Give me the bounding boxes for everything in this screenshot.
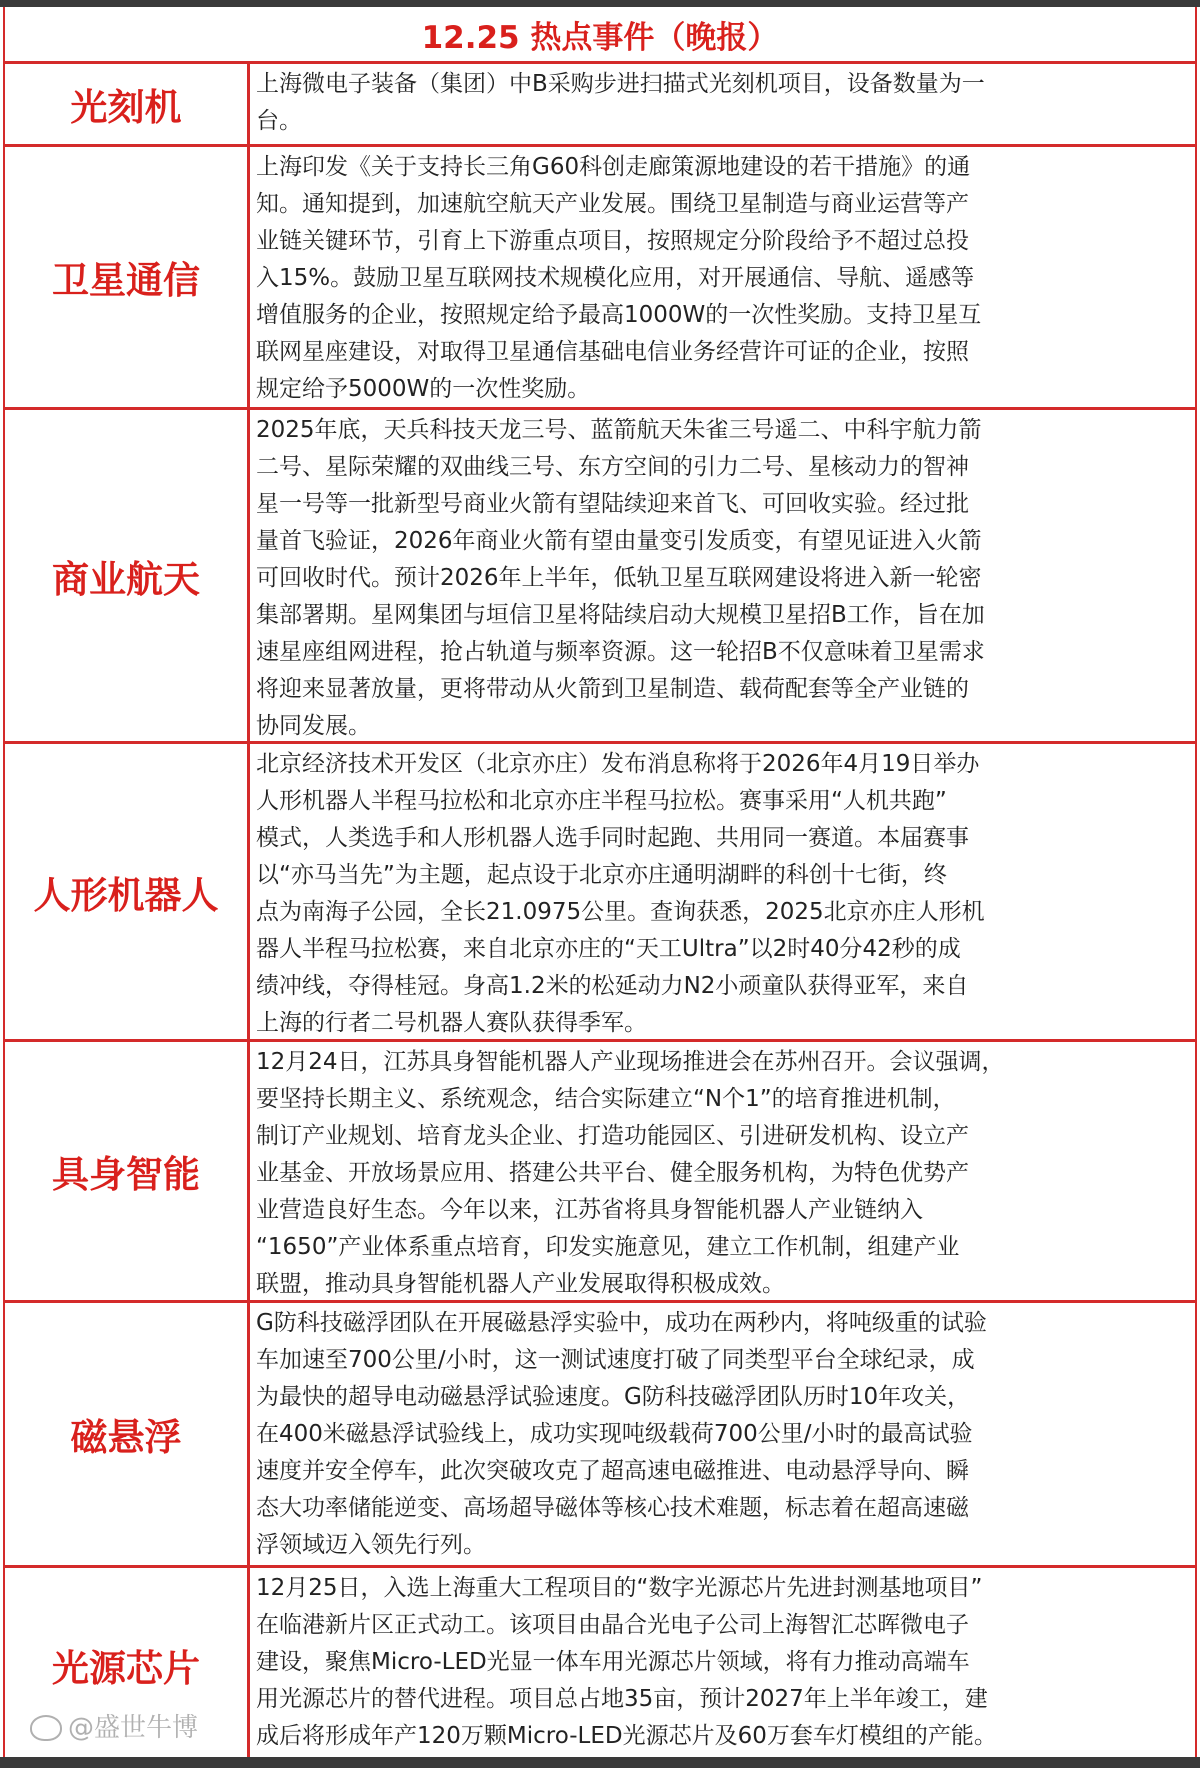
table-row (5, 744, 1195, 1042)
content-line: 12月25日，入选上海重大工程项目的“数字光源芯片先进封测基地项目” (256, 1575, 983, 1601)
content-line: 增值服务的企业，按照规定给予最高1000W的一次性奖励。支持卫星互 (256, 302, 982, 328)
content-line: 用光源芯片的替代进程。项目总占地35亩，预计2027年上半年竣工，建 (256, 1686, 988, 1712)
content-line: 业基金、开放场景应用、搭建公共平台、健全服务机构，为特色优势产 (256, 1160, 969, 1186)
top-dark-bar (0, 0, 1200, 7)
content-line: 速星座组网进程，抢占轨道与频率资源。这一轮招B不仅意味着卫星需求 (256, 639, 985, 665)
row-content (250, 410, 1195, 741)
row-content (250, 147, 1195, 407)
bottom-dark-bar (0, 1757, 1200, 1768)
row-category-label: 光源芯片 (5, 1568, 250, 1758)
table-row (5, 1303, 1195, 1568)
content-line: 联网星座建设，对取得卫星通信基础电信业务经营许可证的企业，按照 (256, 339, 969, 365)
content-line: 为最快的超导电动磁悬浮试验速度。G防科技磁浮团队历时10年攻关， (256, 1384, 971, 1410)
table-row (5, 64, 1195, 147)
watermark (30, 1712, 198, 1744)
content-line: 人形机器人半程马拉松和北京亦庄半程马拉松。赛事采用“人机共跑” (256, 788, 947, 814)
content-line: 规定给予5000W的一次性奖励。 (256, 376, 591, 402)
content-line: “1650”产业体系重点培育，印发实施意见，建立工作机制，组建产业 (256, 1234, 960, 1260)
content-line: 点为南海子公园，全长21.0975公里。查询获悉，2025北京亦庄人形机 (256, 899, 985, 925)
content-line: 入15%。鼓励卫星互联网技术规模化应用，对开展通信、导航、遥感等 (256, 265, 975, 291)
hot-events-table (3, 7, 1197, 1758)
table-row (5, 410, 1195, 744)
content-line: 在400米磁悬浮试验线上，成功实现吨级载荷700公里/小时的最高试验 (256, 1421, 973, 1447)
weibo-icon (30, 1715, 62, 1741)
content-line: 成后将形成年产120万颗Micro-LED光源芯片及60万套车灯模组的产能。 (256, 1723, 997, 1749)
content-line: 上海印发《关于支持长三角G60科创走廊策源地建设的若干措施》的通 (256, 154, 971, 180)
table-row (5, 147, 1195, 410)
content-line: 浮领域迈入领先行列。 (256, 1532, 486, 1558)
row-content (250, 1568, 1195, 1758)
content-line: 上海微电子装备（集团）中B采购步进扫描式光刻机项目，设备数量为一 (256, 71, 985, 97)
row-category-label: 商业航天 (5, 410, 250, 741)
content-line: 业营造良好生态。今年以来，江苏省将具身智能机器人产业链纳入 (256, 1197, 923, 1223)
row-content (250, 1042, 1195, 1300)
content-line: 要坚持长期主义、系统观念，结合实际建立“N个1”的培育推进机制， (256, 1086, 956, 1112)
row-category-label: 卫星通信 (5, 147, 250, 407)
table-body (5, 64, 1195, 1758)
content-line: 态大功率储能逆变、高场超导磁体等核心技术难题，标志着在超高速磁 (256, 1495, 969, 1521)
row-category-label: 具身智能 (5, 1042, 250, 1300)
row-content (250, 744, 1195, 1039)
content-line: 模式，人类选手和人形机器人选手同时起跑、共用同一赛道。本届赛事 (256, 825, 969, 851)
content-line: 业链关键环节，引育上下游重点项目，按照规定分阶段给予不超过总投 (256, 228, 969, 254)
content-line: 台。 (256, 108, 302, 134)
content-line: 器人半程马拉松赛，来自北京亦庄的“天工Ultra”以2时40分42秒的成 (256, 936, 961, 962)
content-line: 上海的行者二号机器人赛队获得季军。 (256, 1010, 647, 1036)
content-line: 建设，聚焦Micro-LED光显一体车用光源芯片领域，将有力推动高端车 (256, 1649, 970, 1675)
content-line: G防科技磁浮团队在开展磁悬浮实验中，成功在两秒内，将吨级重的试验 (256, 1310, 987, 1336)
content-line: 星一号等一批新型号商业火箭有望陆续迎来首飞、可回收实验。经过批 (256, 491, 969, 517)
content-line: 北京经济技术开发区（北京亦庄）发布消息称将于2026年4月19日举办 (256, 751, 980, 777)
content-line: 可回收时代。预计2026年上半年，低轨卫星互联网建设将进入新一轮密 (256, 565, 982, 591)
content-line: 速度并安全停车，此次突破攻克了超高速电磁推进、电动悬浮导向、瞬 (256, 1458, 969, 1484)
watermark-text: @盛世牛博 (68, 1713, 199, 1743)
content-line: 12月24日，江苏具身智能机器人产业现场推进会在苏州召开。会议强调， (256, 1049, 1005, 1075)
page-title: 12.25 热点事件（晚报） (5, 7, 1195, 64)
content-line: 协同发展。 (256, 713, 371, 739)
row-category-label: 人形机器人 (5, 744, 250, 1039)
row-category-label: 光刻机 (5, 64, 250, 144)
content-line: 二号、星际荣耀的双曲线三号、东方空间的引力二号、星核动力的智神 (256, 454, 969, 480)
content-line: 知。通知提到，加速航空航天产业发展。围绕卫星制造与商业运营等产 (256, 191, 969, 217)
table-row (5, 1042, 1195, 1303)
content-line: 将迎来显著放量，更将带动从火箭到卫星制造、载荷配套等全产业链的 (256, 676, 969, 702)
content-line: 车加速至700公里/小时，这一测试速度打破了同类型平台全球纪录，成 (256, 1347, 975, 1373)
content-line: 2025年底，天兵科技天龙三号、蓝箭航天朱雀三号遥二、中科宇航力箭 (256, 417, 982, 443)
row-category-label: 磁悬浮 (5, 1303, 250, 1565)
row-content (250, 1303, 1195, 1565)
content-line: 制订产业规划、培育龙头企业、打造功能园区、引进研发机构、设立产 (256, 1123, 969, 1149)
content-line: 量首飞验证，2026年商业火箭有望由量变引发质变，有望见证进入火箭 (256, 528, 982, 554)
content-line: 联盟，推动具身智能机器人产业发展取得积极成效。 (256, 1271, 785, 1297)
row-content (250, 64, 1195, 144)
content-line: 在临港新片区正式动工。该项目由晶合光电子公司上海智汇芯晖微电子 (256, 1612, 969, 1638)
content-line: 以“亦马当先”为主题，起点设于北京亦庄通明湖畔的科创十七街，终 (256, 862, 947, 888)
content-line: 绩冲线，夺得桂冠。身高1.2米的松延动力N2小顽童队获得亚军，来自 (256, 973, 969, 999)
content-line: 集部署期。星网集团与垣信卫星将陆续启动大规模卫星招B工作，旨在加 (256, 602, 985, 628)
